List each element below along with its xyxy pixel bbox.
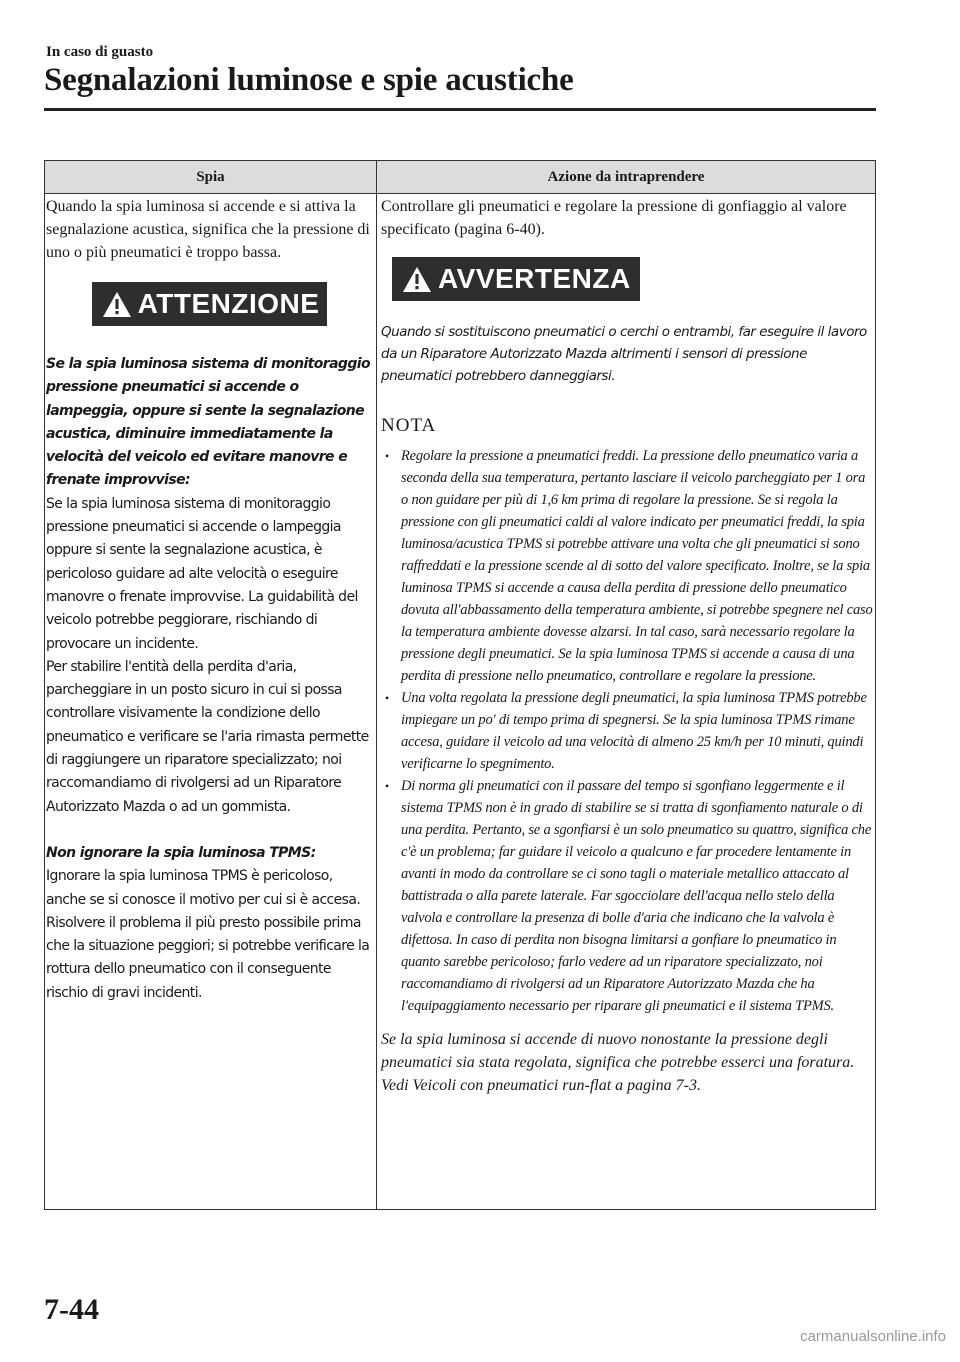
- caution-heading-speed: Se la spia luminosa sistema di monitoraggio pressione pneumatici si accende o lampeggia, oppure si sente la segnalazione acustica, diminuire immediatamente la velocità del veicolo ed evitare manovre e frenate improvvise:: [46, 356, 370, 489]
- caution-banner: [92, 282, 328, 326]
- nota-item: • Di norma gli pneumatici con il passare del tempo si sgonfiano leggermente e il sistema TPMS non è in grado di stabilire se si tratta di sgonfiamento naturale o di una perdita. Pertanto, se a sgonfiarsi è un solo pneumatico su quattro, significa che c'è un problema; far guidare il veicolo a qualcuno e far procedere lentamente in avanti in modo da controllare se ci sono tagli o materiale metallico attaccato al battistrada o alla parete laterale. Far sgocciolare dell'acqua nello stelo della valvola e controllare la presenza di bolle d'aria che indicano che la valvola è difettosa. In caso di perdita non bisogna limitarsi a gonfiare lo pneumatico in quanto sarebbe pericoloso; farlo vedere ad un riparatore specializzato, noi raccomandiamo di rivolgersi ad un Riparatore Autorizzato Mazda che ha l'equipaggiamento necessario per riparare gli pneumatici e il sistema TPMS.: [381, 775, 873, 1017]
- spia-description: Quando la spia luminosa si accende e si attiva la segnalazione acustica, significa che la pressione di uno o più pneumatici è troppo bassa.: [46, 198, 370, 261]
- caution-label: ATTENZIONE: [137, 288, 320, 319]
- column-divider: [376, 161, 377, 1209]
- page-number: 7-44: [44, 1293, 99, 1326]
- caution-text-air-loss: Per stabilire l'entità della perdita d'aria, parcheggiare in un posto sicuro in cui si possa controllare visivamente la condizione dello pneumatico e verificare se l'aria rimasta permette di raggiungere un riparatore specializzato; noi raccomandiamo di rivolgersi ad un Riparatore Autorizzato Mazda o ad un gommista.: [46, 658, 369, 815]
- warning-text: Quando si sostituiscono pneumatici o cerchi o entrambi, far eseguire il lavoro da un Riparatore Autorizzato Mazda altrimenti i sensori di pressione pneumatici potrebbero danneggiarsi.: [381, 324, 867, 384]
- section-label: In caso di guasto: [46, 44, 154, 60]
- caution-heading-tpms: Non ignorare la spia luminosa TPMS:: [46, 844, 316, 861]
- nota-item: • Regolare la pressione a pneumatici freddi. La pressione dello pneumatico varia a seconda della sua temperatura, pertanto lasciare il veicolo parcheggiato per 1 ora o non guidare per più di 1,6 km prima di regolare la pressione. Se si regola la pressione con gli pneumatici caldi al valore indicato per pneumatici freddi, la spia luminosa/acustica TPMS si potrebbe attivare una volta che gli pneumatici si sono raffreddati e la pressione scende al di sotto del valore specificato. Inoltre, se la spia luminosa TPMS si accende a causa della perdita di pressione dello pneumatico dovuta all'abbassamento della temperatura ambiente, si potrebbe spegnere nel caso la temperatura ambiente dovesse alzarsi. In tal caso, sarà necessario regolare la pressione degli pneumatici. Se la spia luminosa TPMS si accende a causa di una perdita di pressione nello pneumatico, controllare e regolare la pressione.: [381, 445, 873, 687]
- title-rule: [44, 108, 876, 111]
- column-header-spia: Spia: [196, 169, 225, 185]
- closing-text: Se la spia luminosa si accende di nuovo nonostante la pressione degli pneumatici sia stata regolata, significa che potrebbe esserci una foratura.: [381, 1031, 855, 1071]
- closing-reference: Vedi Veicoli con pneumatici run-flat a pagina 7-3.: [381, 1077, 701, 1094]
- watermark: carmanualsonline.info: [800, 1328, 946, 1345]
- action-intro: Controllare gli pneumatici e regolare la pressione di gonfiaggio al valore specificato (pagina 6-40).: [381, 198, 847, 238]
- column-header-azione: Azione da intraprendere: [547, 169, 705, 185]
- warning-label: AVVERTENZA: [438, 263, 631, 294]
- nota-list: [381, 445, 873, 1017]
- page-title: Segnalazioni luminose e spie acustiche: [44, 62, 574, 98]
- info-table: [44, 160, 876, 1210]
- warning-banner: [392, 257, 640, 301]
- nota-title: NOTA: [381, 415, 437, 436]
- spia-column: [46, 195, 373, 1005]
- warning-triangle-icon: [102, 291, 132, 318]
- caution-text-speed: Se la spia luminosa sistema di monitoraggio pressione pneumatici si accende o lampeggia oppure si sente la segnalazione acustica, è pericoloso guidare ad alte velocità o eseguire manovre o frenate improvvise. La guidabilità del veicolo potrebbe peggiorare, rischiando di provocare un incidente.: [46, 495, 358, 652]
- nota-item: • Una volta regolata la pressione degli pneumatici, la spia luminosa TPMS potrebbe impiegare un po' di tempo prima di spegnersi. Se la spia luminosa TPMS rimane accesa, guidare il veicolo ad una velocità di almeno 25 km/h per 10 minuti, quindi verificarne lo spegnimento.: [381, 687, 873, 775]
- warning-triangle-icon: [402, 266, 432, 293]
- table-header: [45, 161, 875, 194]
- caution-text-tpms: Ignorare la spia luminosa TPMS è pericoloso, anche se si conosce il motivo per cui si è accesa. Risolvere il problema il più presto possibile prima che la situazione peggiori; si potrebbe verificare la rottura dello pneumatico con il conseguente rischio di gravi incidenti.: [46, 868, 370, 1001]
- azione-column: [381, 195, 873, 1097]
